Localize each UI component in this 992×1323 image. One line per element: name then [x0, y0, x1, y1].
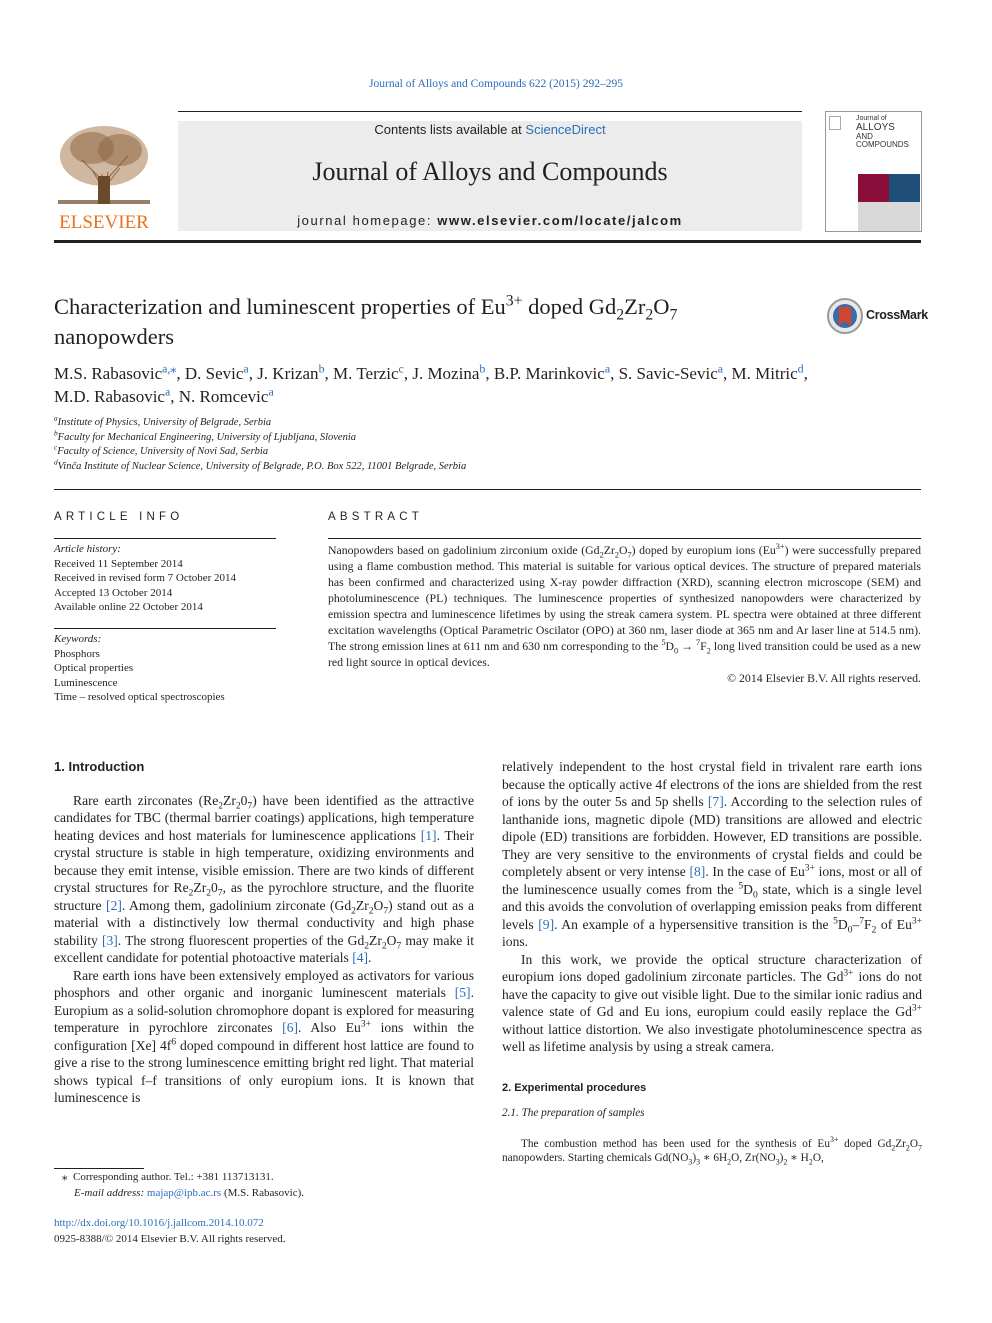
- cover-line-2: ALLOYS: [856, 122, 895, 133]
- keyword-item: Luminescence: [54, 676, 118, 689]
- doi-block: [54, 1216, 474, 1247]
- corresponding-author-link[interactable]: ⁎: [170, 361, 177, 376]
- article-info-rule: [54, 538, 276, 539]
- author-affiliation-link[interactable]: c: [398, 361, 404, 376]
- reference-link[interactable]: [4]: [352, 950, 369, 965]
- journal-cover-thumbnail[interactable]: [825, 111, 922, 232]
- keyword-item: Time – resolved optical spectroscopies: [54, 691, 225, 703]
- issn-copyright: 0925-8388/© 2014 Elsevier B.V. All rights reserved.: [54, 1232, 286, 1245]
- crossmark-label: CrossMark: [866, 308, 928, 322]
- crossmark-icon: [826, 297, 864, 335]
- article-info-heading: ARTICLE INFO: [54, 511, 184, 523]
- elsevier-tree-icon: [52, 120, 156, 232]
- reference-link[interactable]: [3]: [101, 932, 118, 948]
- author-affiliation-link[interactable]: a: [268, 384, 274, 399]
- cover-block-blue: [889, 174, 920, 202]
- reference-link[interactable]: [6]: [282, 1020, 299, 1035]
- intro-paragraph: Rare earth ions have been extensively employed as activators for various phosphors and other organic and inorganic luminescent materials [5]. Europium as a solid-solution chromophore dopant is explored for measuring temperature in pyrochlore zirconates [6]. Also $Eu^{3+}$ ions within the configuration [Xe] $4f^6$ doped compound in different host lattice are found to give a rise to the strong luminescence emitting bright red light. That material shows typical f–f transitions of only europium ions. It is known that luminescence is: [54, 967, 474, 1105]
- corresponding-author-note: ⁎ Corresponding author. Tel.: +381 113713131.: [62, 1171, 274, 1183]
- abstract-heading: ABSTRACT: [328, 511, 423, 523]
- reference-link[interactable]: [8]: [689, 864, 706, 879]
- author-name: J. Mozina: [412, 364, 480, 383]
- affiliation-list: [54, 413, 754, 474]
- author-name: J. Krizan: [257, 364, 319, 383]
- intro-paragraph: In this work, we provide the optical structure characterization of europium ions doped gadolinium zirconate particles. The $Gd^{3+}$ ions do not have the capacity to give out visible light. Due to the similar ionic radius and valence state of Gd and Eu ions, europium could easily replace the $Gd^{3+}$ without lattice distortion. We also investigate photoluminescence spectra as well as lifetime analysis by using a streak camera.: [502, 951, 922, 1054]
- reference-link[interactable]: [7]: [707, 794, 724, 809]
- author-affiliation-link[interactable]: a: [243, 361, 249, 376]
- author-affiliation-link[interactable]: d: [797, 361, 804, 376]
- homepage-url-link[interactable]: www.elsevier.com/locate/jalcom: [437, 213, 683, 228]
- reference-link[interactable]: [5]: [454, 985, 471, 1000]
- section-rule: [54, 489, 921, 490]
- history-item: Received in revised form 7 October 2014: [54, 572, 237, 584]
- intro-paragraph: Rare earth zirconates $(Re_2Zr_20_7)$ have been identified as the attractive candidates for TBC (thermal barrier coatings) applications, high temperature heating devices and host materials for luminescence applications [1]. Their crystal structure is stable in high temperature, oxidizing environments and because they emit intense, visible emission. There are two kinds of different crystal structures for $Re_2Zr_20_7$, as the pyrochlore structure, and the fluorite structure [2]. Among them, gadolinium zirconate $(Gd_2Zr_2O_7)$ stand out as a material with a distinctively low thermal conductivity and high phase stability [3]. The strong fluorescent properties of the $Gd_2Zr_2O_7$ may make it excellent candidate for potential photoactive materials [4].: [54, 792, 475, 965]
- article-history: [54, 542, 276, 615]
- cover-line-1: Journal of: [856, 115, 887, 122]
- svg-text:ELSEVIER: ELSEVIER: [59, 212, 149, 232]
- author-affiliation-link[interactable]: a: [717, 361, 724, 376]
- email-note: E-mail address: majap@ipb.ac.rs (M.S. Rabasovic).: [74, 1186, 304, 1199]
- preparation-subheading: 2.1. The preparation of samples: [502, 1107, 645, 1119]
- doi-link[interactable]: http://dx.doi.org/10.1016/j.jallcom.2014.10.072: [54, 1217, 264, 1229]
- footnote-rule: [54, 1168, 144, 1169]
- introduction-heading: 1. Introduction: [54, 759, 145, 774]
- author-name: M.D. Rabasovic: [54, 387, 165, 406]
- keywords-rule: [54, 628, 276, 629]
- keyword-item: Optical properties: [54, 662, 134, 674]
- paper-title: Characterization and luminescent properties of $Eu^{3+}$ doped $Gd_2Zr_2O_7$ nanopowders: [54, 292, 678, 349]
- footnotes: [54, 1170, 474, 1201]
- journal-homepage: [178, 213, 802, 228]
- author-name: N. Romcevic: [178, 387, 269, 406]
- author-name: M.S. Rabasovic: [54, 364, 163, 383]
- experimental-heading: 2. Experimental procedures: [502, 1081, 647, 1094]
- author-affiliation-link[interactable]: a: [164, 384, 171, 399]
- homepage-prefix: journal homepage:: [297, 213, 438, 228]
- abstract-rule: [328, 538, 921, 539]
- sciencedirect-link[interactable]: ScienceDirect: [525, 122, 606, 137]
- reference-link[interactable]: [1]: [420, 827, 437, 843]
- contents-prefix: Contents lists available at: [374, 122, 526, 137]
- author-affiliation-link[interactable]: b: [318, 361, 325, 376]
- cover-line-3: AND COMPOUNDS: [856, 132, 909, 149]
- keyword-item: Phosphors: [54, 647, 100, 660]
- elsevier-logo: [52, 120, 156, 232]
- author-affiliation-link[interactable]: a: [604, 361, 611, 376]
- affiliation-item: $^a$Institute of Physics, University of Belgrade, Serbia: [54, 413, 272, 428]
- email-link[interactable]: majap@ipb.ac.rs: [146, 1186, 222, 1199]
- contents-line: [178, 122, 802, 137]
- cover-block-gray: [858, 202, 920, 231]
- reference-link[interactable]: [9]: [538, 916, 555, 932]
- cover-block-red: [858, 174, 889, 202]
- journal-reference-link[interactable]: Journal of Alloys and Compounds 622 (2015) 292–295: [369, 78, 623, 90]
- author-name: M. Mitric: [731, 364, 798, 383]
- intro-paragraph-continued: relatively independent to the host crystal field in trivalent rare earth ions because the optically active 4f electrons of the ions are shielded from the rest of ions by the outer 5s and 5p shells [7]. According to the selection rules of lanthanide ions, magnetic dipole (MD) transitions are allowed and electric dipole (ED) transitions are forbidden. However, ED transitions are possible. They are very sensitive to the environments of crystal fields and could be completely absent or very intense [8]. In the case of $Eu^{3+}$ ions, most or all of the luminescence usually comes from the $^5D_0$ state, which is a single level and this avoids the convolution of overlapping emission peaks from different levels [9]. An example of a hypersensitive transition is the $^5D_0-^7F_2$ of $Eu^{3+}$ ions.: [502, 759, 922, 949]
- author-name: M. Terzic: [333, 364, 399, 383]
- cover-mini-logo-icon: [829, 116, 841, 130]
- author-list: M.S. Rabasovic$^{a,⁎}$, D. Sevic$^a$, J. Krizan$^b$, M. Terzic$^c$, J. Mozina$^b$, B.P. Marinkovic$^a$, S. Savic-Sevic$^a$, M. Mitric$^d$, M.D. Rabasovic$^a$, N. Romcevic$^a$: [54, 361, 808, 406]
- cover-title: [856, 115, 921, 149]
- keywords: [54, 632, 276, 705]
- history-item: Accepted 13 October 2014: [54, 586, 173, 599]
- affiliation-item: $^c$Faculty of Science, University of Novi Sad, Serbia: [54, 442, 269, 457]
- author-name: B.P. Marinkovic: [493, 364, 605, 383]
- abstract-body: Nanopowders based on gadolinium zirconium oxide $(Gd_2Zr_2O_7)$ doped by europium ions $(Eu^{3+})$ were successfully prepared using a flame combustion method. This material is suitable for various optical devices. The structure of prepared materials has been confirmed and characterized using X-ray powder diffraction (XRD), scanning electron microscope (SEM) and photoluminescence (PL) techniques. The luminescence properties of synthesized nanopowders were characterized by emission spectra and luminescence lifetimes by using the streak camera system. PL spectra were obtained at three different excitation wavelengths (Optical Parametric Oscilator (OPO) at 360 nm, laser diode at 365 nm and Ar laser line at 514.5 nm). The strong emission lines at 611 nm and 630 nm corresponding to the $^5D_0 \to ^7F_2$ long lived transition could be used as a new red light source in optical devices. © 2014 Elsevier B.V. All rights reserved.: [328, 542, 921, 685]
- history-item: Received 11 September 2014: [54, 557, 183, 570]
- experimental-paragraph: The combustion method has been used for the synthesis of $Eu^{3+}$ doped $Gd_2Zr_2O_7$ nanopowders. Starting chemicals $Gd(NO_3)_3$ ∗ $6H_2O$, $Zr(NO_3)_2$ ∗ $H_2O$,: [502, 1134, 922, 1167]
- body-left-column: [54, 758, 474, 1107]
- author-name: S. Savic-Sevic: [618, 364, 718, 383]
- keywords-label: Keywords:: [54, 633, 102, 645]
- history-label: Article history:: [54, 543, 121, 555]
- body-right-column: [502, 758, 922, 1166]
- header-rule: [178, 111, 802, 112]
- author-affiliation-link[interactable]: a,: [162, 361, 171, 376]
- abstract-copyright: © 2014 Elsevier B.V. All rights reserved.: [727, 671, 921, 685]
- affiliation-item: $^d$Vinča Institute of Nuclear Science, University of Belgrade, P.O. Box 522, 11001 Belgrade, Serbia: [54, 457, 467, 472]
- crossmark-badge[interactable]: [826, 297, 926, 335]
- affiliation-item: $^b$Faculty for Mechanical Engineering, University of Ljubljana, Slovenia: [54, 428, 356, 443]
- header-thick-rule: [54, 240, 921, 243]
- journal-title: Journal of Alloys and Compounds: [312, 157, 668, 186]
- history-item: Available online 22 October 2014: [54, 601, 203, 613]
- author-affiliation-link[interactable]: b: [479, 361, 486, 376]
- author-name: D. Sevic: [184, 364, 244, 383]
- reference-link[interactable]: [2]: [106, 897, 122, 913]
